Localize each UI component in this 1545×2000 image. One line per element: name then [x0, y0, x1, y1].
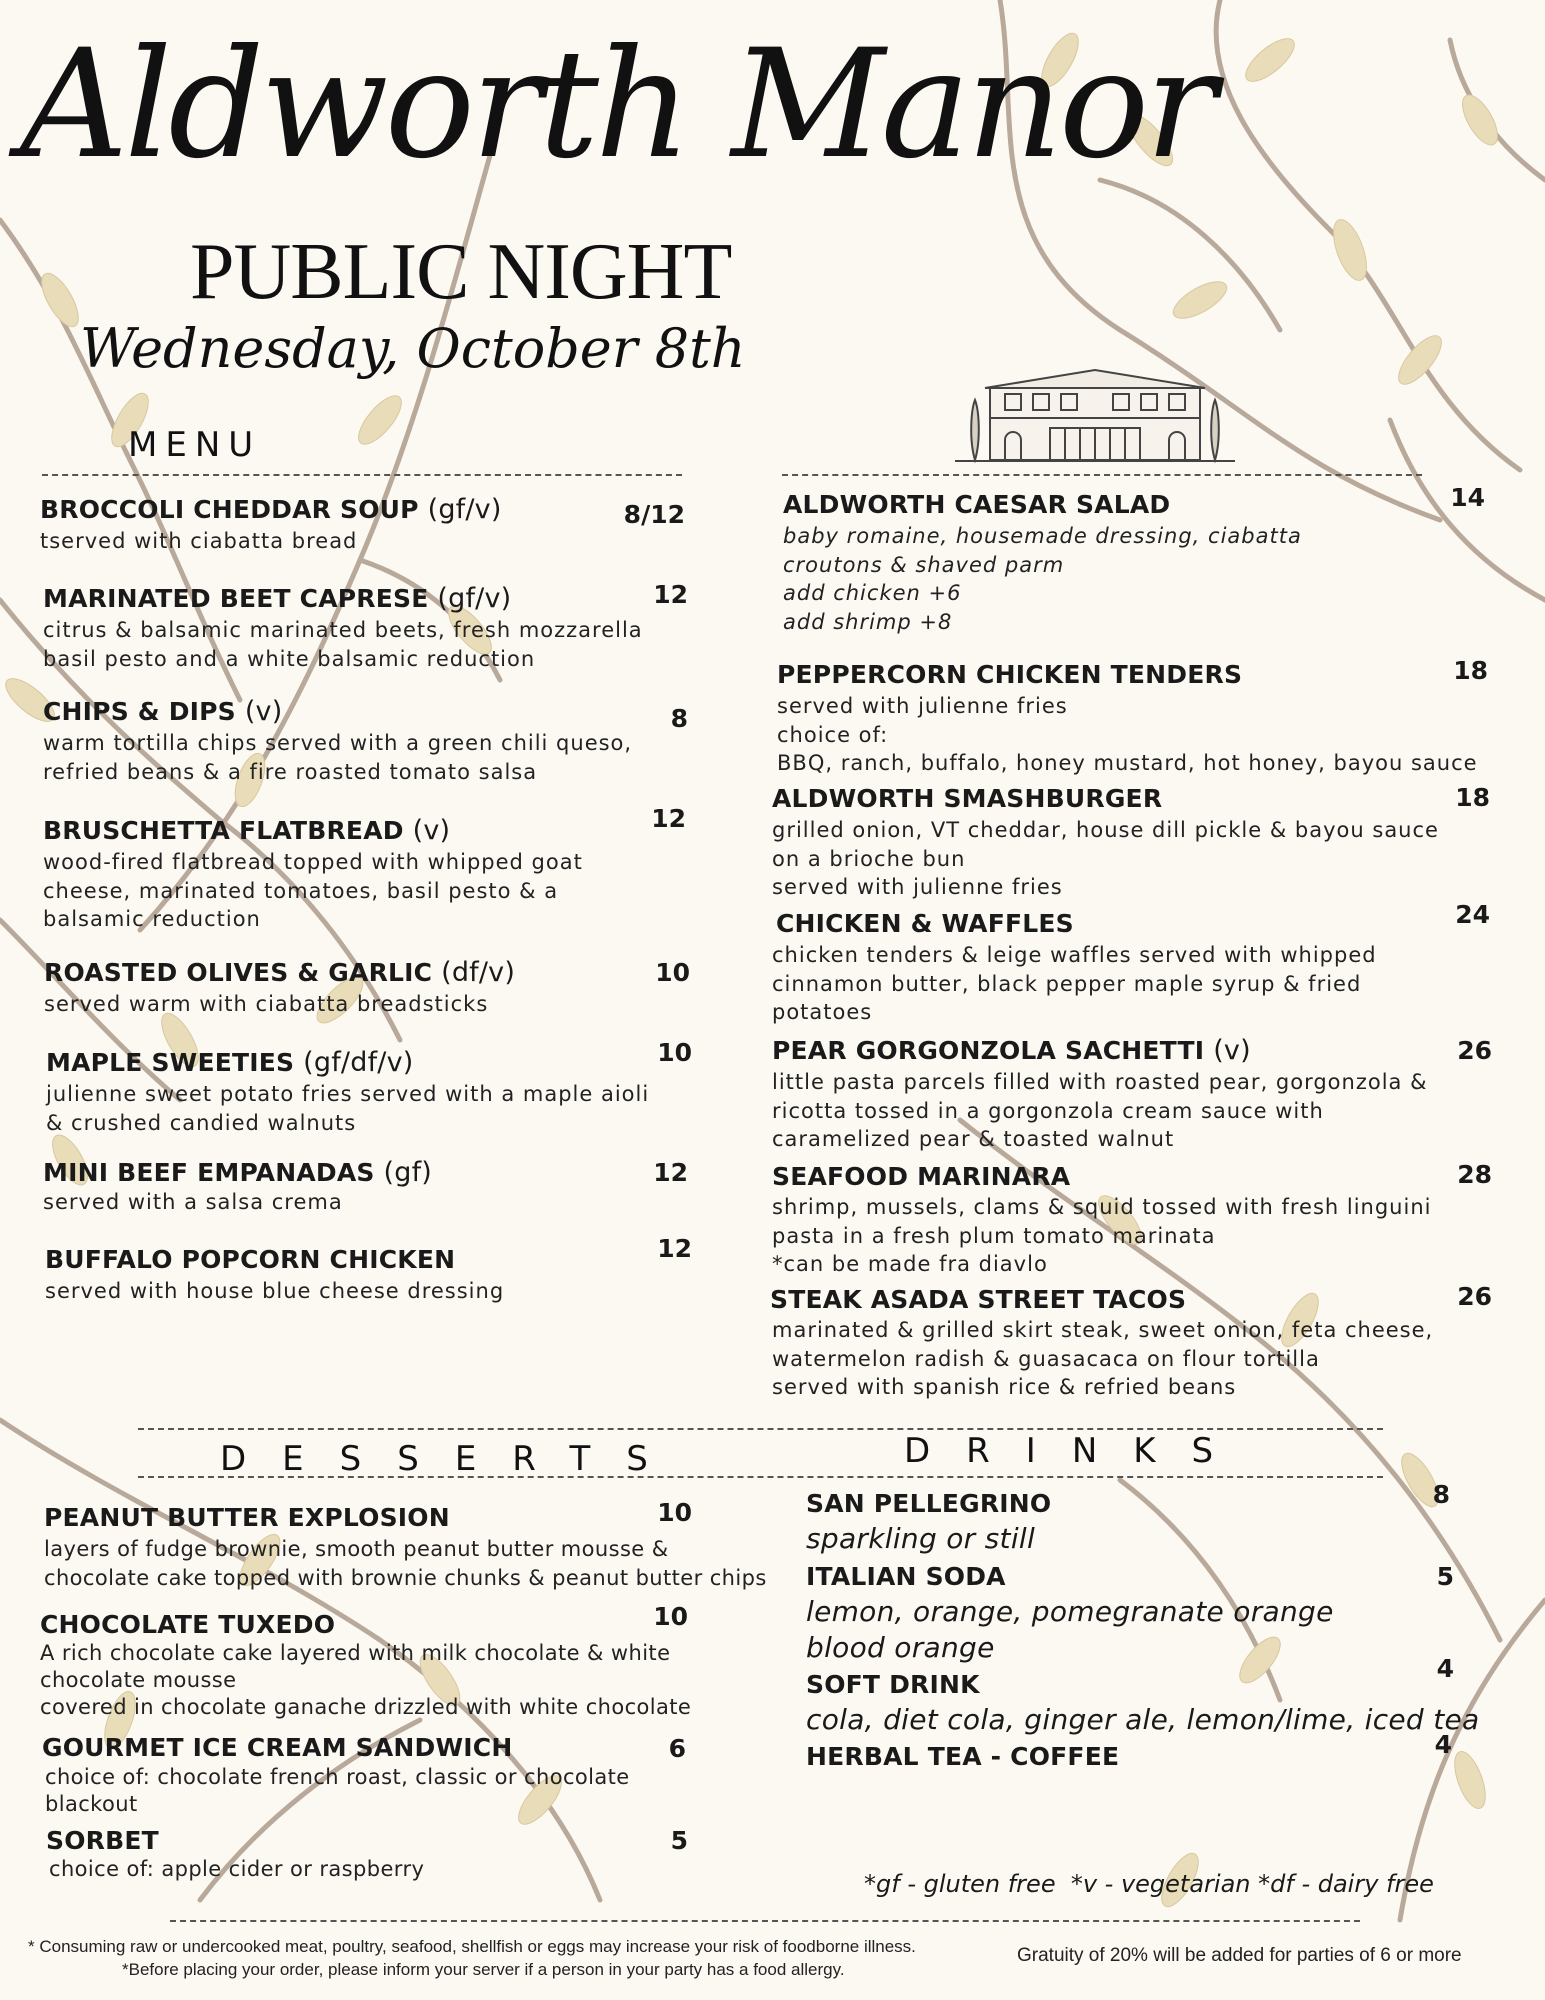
allergy-notice: *Before placing your order, please inform your server if a person in your party has a food allergy.: [122, 1960, 845, 1979]
menu-item: [44, 956, 515, 1019]
item-tag: (df/v): [441, 957, 516, 988]
item-description: marinated & grilled skirt steak, sweet onion, feta cheese, watermelon radish & guasacaca on flour tortilla served with spanish rice & refried beans: [772, 1318, 1434, 1399]
item-description: lemon, orange, pomegranate orange blood orange: [806, 1595, 1334, 1664]
item-name: SORBET: [46, 1826, 159, 1855]
item-description: sparkling or still: [806, 1522, 1036, 1555]
drink-item: [806, 1740, 1119, 1774]
item-name: GOURMET ICE CREAM SANDWICH: [42, 1733, 513, 1762]
menu-item: [43, 695, 632, 786]
item-price: 8: [670, 704, 688, 733]
item-name: CHICKEN & WAFFLES: [776, 909, 1074, 938]
item-price: 4: [1436, 1654, 1454, 1683]
item-price: 26: [1457, 1036, 1492, 1065]
drink-item: [806, 1487, 1051, 1557]
item-name: ROASTED OLIVES & GARLIC: [44, 958, 433, 987]
item-description: served warm with ciabatta breadsticks: [44, 992, 489, 1016]
item-name: ITALIAN SODA: [806, 1562, 1006, 1591]
item-description: chicken tenders & leige waffles served with whipped cinnamon butter, black pepper maple syrup & fried potatoes: [772, 943, 1377, 1024]
item-description: cola, diet cola, ginger ale, lemon/lime, iced tea: [806, 1703, 1480, 1736]
item-name: CHIPS & DIPS: [43, 697, 236, 726]
item-description: choice of: apple cider or raspberry: [49, 1857, 425, 1881]
item-price: 18: [1453, 656, 1488, 685]
item-description: julienne sweet potato fries served with a maple aioli & crushed candied walnuts: [46, 1082, 650, 1135]
item-description: baby romaine, housemade dressing, ciabatta croutons & shaved parm add chicken +6 add shrimp +8: [783, 524, 1302, 634]
item-description: tserved with ciabatta bread: [40, 529, 358, 553]
menu-item: [772, 1034, 1427, 1154]
item-price: 6: [668, 1734, 686, 1763]
item-name: MINI BEEF EMPANADAS: [43, 1158, 375, 1187]
event-date: Wednesday, October 8th: [80, 317, 746, 380]
item-price: 12: [651, 804, 686, 833]
item-description: citrus & balsamic marinated beets, fresh mozzarella basil pesto and a white balsamic reduction: [43, 618, 643, 671]
item-price: 5: [1436, 1562, 1454, 1591]
dessert-item: [42, 1732, 630, 1818]
menu-item: [770, 1284, 1433, 1402]
divider: [42, 474, 682, 476]
desserts-heading: DESSERTS: [220, 1439, 684, 1479]
foodborne-warning: * Consuming raw or undercooked meat, poultry, seafood, shellfish or eggs may increase your risk of foodborne illness.: [28, 1937, 916, 1956]
item-price: 28: [1457, 1160, 1492, 1189]
item-tag: (gf/df/v): [303, 1047, 414, 1078]
item-name: PEPPERCORN CHICKEN TENDERS: [777, 660, 1243, 689]
item-price: 18: [1455, 783, 1490, 812]
item-name: ALDWORTH SMASHBURGER: [772, 784, 1163, 813]
event-title: PUBLIC NIGHT: [190, 228, 732, 316]
item-description: layers of fudge brownie, smooth peanut butter mousse & chocolate cake topped with brownie chunks & peanut butter chips: [44, 1537, 767, 1590]
item-tag: (gf/v): [437, 583, 512, 614]
drink-item: [806, 1668, 1479, 1738]
menu-item: [45, 1243, 504, 1306]
item-description: grilled onion, VT cheddar, house dill pickle & bayou sauce on a brioche bun served with julienne fries: [772, 818, 1439, 899]
item-tag: (gf): [383, 1157, 433, 1188]
item-description: served with house blue cheese dressing: [45, 1279, 505, 1303]
menu-heading: MENU: [128, 425, 262, 465]
item-price: 10: [657, 1038, 692, 1067]
item-name: BRUSCHETTA FLATBREAD: [43, 816, 404, 845]
menu-item: [783, 488, 1302, 636]
item-description: warm tortilla chips served with a green chili queso, refried beans & a fire roasted tomato salsa: [43, 731, 633, 784]
menu-item: [772, 907, 1377, 1027]
divider: [170, 1920, 1360, 1922]
item-description: shrimp, mussels, clams & squid tossed with fresh linguini pasta in a fresh plum tomato marinata *can be made fra diavlo: [772, 1195, 1432, 1276]
item-description: wood-fired flatbread topped with whipped goat cheese, marinated tomatoes, basil pesto & a balsamic reduction: [43, 850, 583, 931]
item-price: 8/12: [623, 500, 685, 529]
menu-item: [43, 1158, 432, 1217]
item-description: choice of: chocolate french roast, classic or chocolate blackout: [45, 1765, 630, 1816]
item-price: 10: [653, 1602, 688, 1631]
item-tag: (gf/v): [427, 494, 502, 525]
item-price: 12: [653, 580, 688, 609]
dessert-item: [46, 1826, 424, 1882]
item-price: 12: [657, 1234, 692, 1263]
item-name: SEAFOOD MARINARA: [772, 1162, 1071, 1191]
menu-item: [772, 1161, 1431, 1279]
menu-item: [43, 582, 643, 673]
menu-item: [43, 814, 583, 934]
item-tag: (v): [244, 696, 283, 727]
item-name: STEAK ASADA STREET TACOS: [770, 1285, 1187, 1314]
item-description: A rich chocolate cake layered with milk chocolate & white chocolate mousse covered in chocolate ganache drizzled with white chocolate: [40, 1641, 692, 1719]
item-name: CHOCOLATE TUXEDO: [40, 1610, 336, 1639]
dessert-item: [40, 1610, 691, 1721]
item-price: 4: [1434, 1730, 1452, 1759]
item-name: BROCCOLI CHEDDAR SOUP: [40, 495, 419, 524]
item-price: 10: [655, 958, 690, 987]
item-name: SAN PELLEGRINO: [806, 1489, 1052, 1518]
item-description: served with julienne fries choice of: BBQ, ranch, buffalo, honey mustard, hot honey, bayou sauce: [777, 694, 1478, 775]
item-description: little pasta parcels filled with roasted pear, gorgonzola & ricotta tossed in a gorgonzola cream sauce with caramelized pear & toasted walnut: [772, 1070, 1428, 1151]
item-price: 12: [653, 1158, 688, 1187]
item-name: SOFT DRINK: [806, 1670, 980, 1699]
drink-item: [806, 1560, 1334, 1666]
item-name: HERBAL TEA - COFFEE: [806, 1742, 1120, 1771]
menu-item: [772, 782, 1439, 902]
item-price: 5: [670, 1826, 688, 1855]
divider: [782, 474, 1422, 476]
item-name: PEANUT BUTTER EXPLOSION: [44, 1503, 450, 1532]
divider: [138, 1428, 1383, 1430]
menu-item: [777, 658, 1478, 778]
dietary-legend: *gf - gluten free *v - vegetarian *df - dairy free: [864, 1870, 1434, 1898]
item-price: 24: [1455, 900, 1490, 929]
item-name: ALDWORTH CAESAR SALAD: [783, 490, 1171, 519]
item-name: BUFFALO POPCORN CHICKEN: [45, 1245, 456, 1274]
manor-house-icon: [955, 360, 1235, 465]
item-price: 14: [1450, 483, 1485, 512]
menu-item: [46, 1046, 649, 1137]
item-tag: (v): [412, 815, 451, 846]
drinks-heading: DRINKS: [904, 1431, 1250, 1471]
item-tag: (v): [1213, 1035, 1251, 1066]
gratuity-notice: Gratuity of 20% will be added for parties of 6 or more: [1017, 1945, 1462, 1966]
brand-logo: Aldworth Manor: [20, 18, 1213, 192]
item-price: 10: [657, 1498, 692, 1527]
item-description: served with a salsa crema: [43, 1190, 343, 1214]
item-name: MARINATED BEET CAPRESE: [43, 584, 429, 613]
item-name: PEAR GORGONZOLA SACHETTI: [772, 1036, 1205, 1065]
item-name: MAPLE SWEETIES: [46, 1048, 295, 1077]
menu-item: [40, 493, 502, 556]
item-price: 26: [1457, 1282, 1492, 1311]
item-price: 8: [1432, 1480, 1450, 1509]
